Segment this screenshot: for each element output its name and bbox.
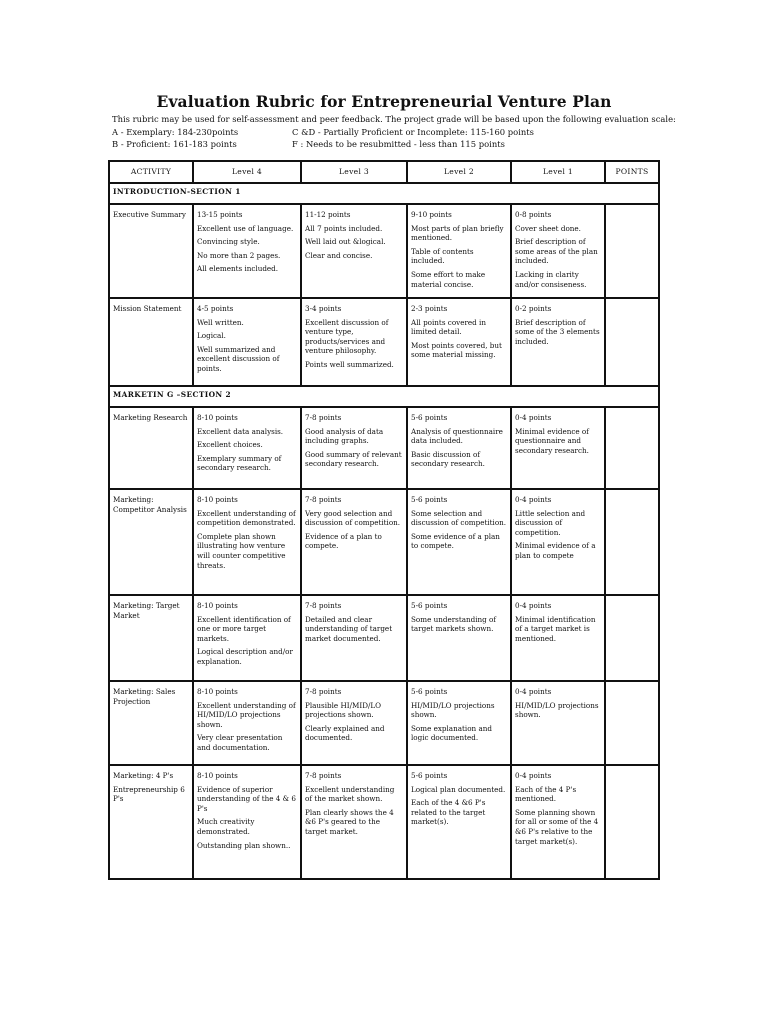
header-level-4: Level 4 (193, 161, 301, 183)
criterion-text: Excellent understanding of the market shown. (305, 784, 395, 804)
rubric-row-competitor-analysis (109, 489, 659, 595)
criteria-cell-level-2 (407, 681, 511, 765)
criteria-cell-level-1 (511, 407, 605, 489)
criterion-text: Excellent understanding of competition demonstrated. (197, 508, 296, 528)
page-title: Evaluation Rubric for Entrepreneurial Venture Plan (156, 92, 612, 111)
section-heading: INTRODUCTION-SECTION 1 (109, 183, 659, 204)
criterion-text: All points covered in limited detail. (411, 317, 486, 337)
header-points: POINTS (605, 161, 659, 183)
scale-f: F : Needs to be resubmitted - less than 115 points (292, 139, 505, 149)
criterion-text: Evidence of a plan to compete. (305, 531, 382, 551)
rubric-row-sales-projection (109, 681, 659, 765)
criterion-text: Very clear presentation and documentation. (197, 733, 283, 752)
activity-label: Entrepreneurship 6 P's (113, 784, 185, 804)
criteria-cell-level-3 (301, 489, 407, 595)
points-cell (605, 595, 659, 681)
criterion-text: Much creativity demonstrated. (197, 817, 255, 836)
criterion-text: Convincing style. (197, 237, 260, 247)
criterion-text: Lacking in clarity and/or consiseness. (515, 269, 587, 289)
criteria-cell-level-1 (511, 681, 605, 765)
points-range: 5-6 points (411, 413, 448, 422)
criteria-cell-level-2 (407, 298, 511, 386)
criteria-cell-level-3 (301, 298, 407, 386)
points-range: 8-10 points (197, 687, 238, 696)
points-range: 8-10 points (197, 771, 238, 780)
criteria-cell-level-4 (193, 489, 301, 595)
criteria-cell-level-4 (193, 204, 301, 298)
criterion-text: All 7 points included. (305, 223, 383, 233)
criteria-cell-level-2 (407, 407, 511, 489)
criterion-text: Each of the 4 &6 P's related to the target market(s). (411, 798, 486, 827)
activity-label: Mission Statement (113, 304, 182, 313)
criteria-cell-level-4 (193, 298, 301, 386)
criteria-cell-level-3 (301, 765, 407, 879)
criterion-text: Cover sheet done. (515, 223, 581, 233)
criterion-text: Points well summarized. (305, 359, 394, 369)
criterion-text: Logical. (197, 331, 226, 341)
criterion-text: Good analysis of data including graphs. (305, 426, 384, 446)
points-range: 8-10 points (197, 601, 238, 610)
header-row (109, 161, 659, 183)
header-activity: ACTIVITY (109, 161, 193, 183)
criterion-text: Each of the 4 P's mentioned. (515, 784, 577, 804)
criterion-text: Little selection and discussion of competition. (515, 508, 586, 537)
criterion-text: Logical description and/or explanation. (197, 647, 293, 666)
criterion-text: Some selection and discussion of competition. (411, 508, 507, 528)
points-range: 5-6 points (411, 495, 448, 504)
activity-label: Marketing: Competitor Analysis (113, 495, 187, 514)
points-range: 7-8 points (305, 771, 342, 780)
points-cell (605, 407, 659, 489)
criteria-cell-level-4 (193, 595, 301, 681)
criterion-text: Clear and concise. (305, 250, 373, 260)
criteria-cell-level-2 (407, 489, 511, 595)
points-range: 7-8 points (305, 687, 342, 696)
criterion-text: Table of contents included. (411, 246, 474, 266)
activity-cell (109, 407, 193, 489)
criteria-cell-level-2 (407, 765, 511, 879)
points-range: 0-4 points (515, 601, 552, 610)
criteria-cell-level-3 (301, 595, 407, 681)
activity-cell (109, 204, 193, 298)
points-range: 0-4 points (515, 413, 552, 422)
criterion-text: Well written. (197, 317, 244, 327)
criteria-cell-level-4 (193, 681, 301, 765)
criteria-cell-level-1 (511, 765, 605, 879)
criteria-cell-level-1 (511, 489, 605, 595)
criterion-text: Exemplary summary of secondary research. (197, 453, 282, 473)
criteria-cell-level-1 (511, 595, 605, 681)
criterion-text: Complete plan shown illustrating how venture will counter competitive threats. (197, 531, 286, 570)
rubric-row-executive-summary (109, 204, 659, 298)
activity-cell (109, 681, 193, 765)
points-cell (605, 489, 659, 595)
points-range: 4-5 points (197, 304, 234, 313)
criterion-text: Excellent choices. (197, 440, 263, 450)
criterion-text: Logical plan documented. (411, 784, 506, 794)
points-range: 8-10 points (197, 495, 238, 504)
criterion-text: Some planning shown for all or some of the 4 &6 P's relative to the target market(s). (515, 807, 599, 846)
activity-label: Marketing: 4 P's (113, 771, 174, 780)
section-heading: MARKETIN G –SECTION 2 (109, 386, 659, 407)
points-range: 0-8 points (515, 210, 552, 219)
points-range: 0-2 points (515, 304, 552, 313)
intro-text: This rubric may be used for self-assessment and peer feedback. The project grade will be based upon the following evaluation scale: (112, 114, 676, 124)
criteria-cell-level-2 (407, 595, 511, 681)
criterion-text: Some understanding of target markets shown. (411, 614, 497, 634)
points-range: 5-6 points (411, 601, 448, 610)
section-row (109, 183, 659, 204)
criterion-text: HI/MID/LO projections shown. (411, 700, 495, 720)
scale-c: C &D - Partially Proficient or Incomplete: 115-160 points (292, 126, 534, 137)
criterion-text: Detailed and clear understanding of target market documented. (305, 614, 393, 643)
points-range: 0-4 points (515, 495, 552, 504)
criterion-text: Well laid out &logical. (305, 237, 386, 247)
criteria-cell-level-1 (511, 298, 605, 386)
activity-label: Marketing: Sales Projection (113, 687, 176, 706)
criteria-cell-level-1 (511, 204, 605, 298)
criteria-cell-level-4 (193, 765, 301, 879)
points-cell (605, 765, 659, 879)
criterion-text: Some explanation and logic documented. (411, 723, 492, 743)
activity-label: Executive Summary (113, 210, 186, 219)
points-cell (605, 298, 659, 386)
criteria-cell-level-2 (407, 204, 511, 298)
rubric-row-mission-statement (109, 298, 659, 386)
points-range: 5-6 points (411, 687, 448, 696)
scale-b: B - Proficient: 161-183 points (112, 139, 237, 149)
header-level-3: Level 3 (301, 161, 407, 183)
points-range: 11-12 points (305, 210, 351, 219)
points-range: 7-8 points (305, 495, 342, 504)
criterion-text: Brief description of some of the 3 elements included. (515, 317, 600, 346)
criterion-text: Excellent discussion of venture type, products/services and venture philosophy. (305, 317, 389, 356)
criterion-text: Excellent data analysis. (197, 426, 284, 436)
rubric-row-four-ps (109, 765, 659, 879)
criteria-cell-level-3 (301, 681, 407, 765)
criteria-cell-level-3 (301, 204, 407, 298)
rubric-row-marketing-research (109, 407, 659, 489)
criterion-text: All elements included. (197, 264, 279, 274)
points-range: 3-4 points (305, 304, 342, 313)
criterion-text: Some effort to make material concise. (411, 269, 486, 289)
criterion-text: Plan clearly shows the 4 &6 P's geared to the target market. (305, 807, 394, 836)
activity-cell (109, 489, 193, 595)
points-range: 7-8 points (305, 413, 342, 422)
points-range: 9-10 points (411, 210, 452, 219)
points-range: 0-4 points (515, 687, 552, 696)
rubric-row-target-market (109, 595, 659, 681)
scale-a: A - Exemplary: 184-230points (112, 126, 239, 137)
points-range: 13-15 points (197, 210, 243, 219)
criterion-text: Minimal identification of a target market is mentioned. (515, 614, 596, 643)
grading-scale-intro (112, 113, 676, 151)
criterion-text: Brief description of some areas of the plan included. (515, 237, 598, 266)
activity-label: Marketing: Target Market (113, 601, 180, 620)
criterion-text: Well summarized and excellent discussion of points. (197, 344, 280, 373)
activity-cell (109, 765, 193, 879)
criterion-text: Minimal evidence of questionnaire and secondary research. (515, 426, 589, 455)
criterion-text: Minimal evidence of a plan to compete (515, 541, 596, 560)
criterion-text: Excellent identification of one or more target markets. (197, 614, 291, 643)
criterion-text: Evidence of superior understanding of the 4 & 6 P's (197, 784, 296, 813)
criterion-text: Very good selection and discussion of competition. (305, 508, 401, 528)
rubric-table (108, 160, 660, 880)
section-row (109, 386, 659, 407)
criterion-text: Most parts of plan briefly mentioned. (411, 223, 504, 243)
criterion-text: Good summary of relevant secondary research. (305, 449, 402, 469)
points-range: 8-10 points (197, 413, 238, 422)
criteria-cell-level-4 (193, 407, 301, 489)
points-cell (605, 204, 659, 298)
points-range: 5-6 points (411, 771, 448, 780)
criterion-text: Basic discussion of secondary research. (411, 449, 485, 469)
criterion-text: Plausible HI/MID/LO projections shown. (305, 700, 382, 720)
activity-cell (109, 595, 193, 681)
criterion-text: Most points covered, but some material missing. (411, 340, 502, 360)
header-level-1: Level 1 (511, 161, 605, 183)
points-cell (605, 681, 659, 765)
activity-cell (109, 298, 193, 386)
points-range: 7-8 points (305, 601, 342, 610)
criterion-text: HI/MID/LO projections shown. (515, 700, 599, 720)
criterion-text: Some evidence of a plan to compete. (411, 531, 500, 551)
criteria-cell-level-3 (301, 407, 407, 489)
points-range: 0-4 points (515, 771, 552, 780)
criterion-text: Excellent use of language. (197, 223, 294, 233)
activity-label: Marketing Research (113, 413, 188, 422)
criterion-text: Analysis of questionnaire data included. (411, 426, 503, 446)
header-level-2: Level 2 (407, 161, 511, 183)
criterion-text: Clearly explained and documented. (305, 723, 385, 743)
criterion-text: Excellent understanding of HI/MID/LO projections shown. (197, 700, 296, 729)
points-range: 2-3 points (411, 304, 448, 313)
criterion-text: Outstanding plan shown.. (197, 840, 291, 850)
criterion-text: No more than 2 pages. (197, 250, 281, 260)
